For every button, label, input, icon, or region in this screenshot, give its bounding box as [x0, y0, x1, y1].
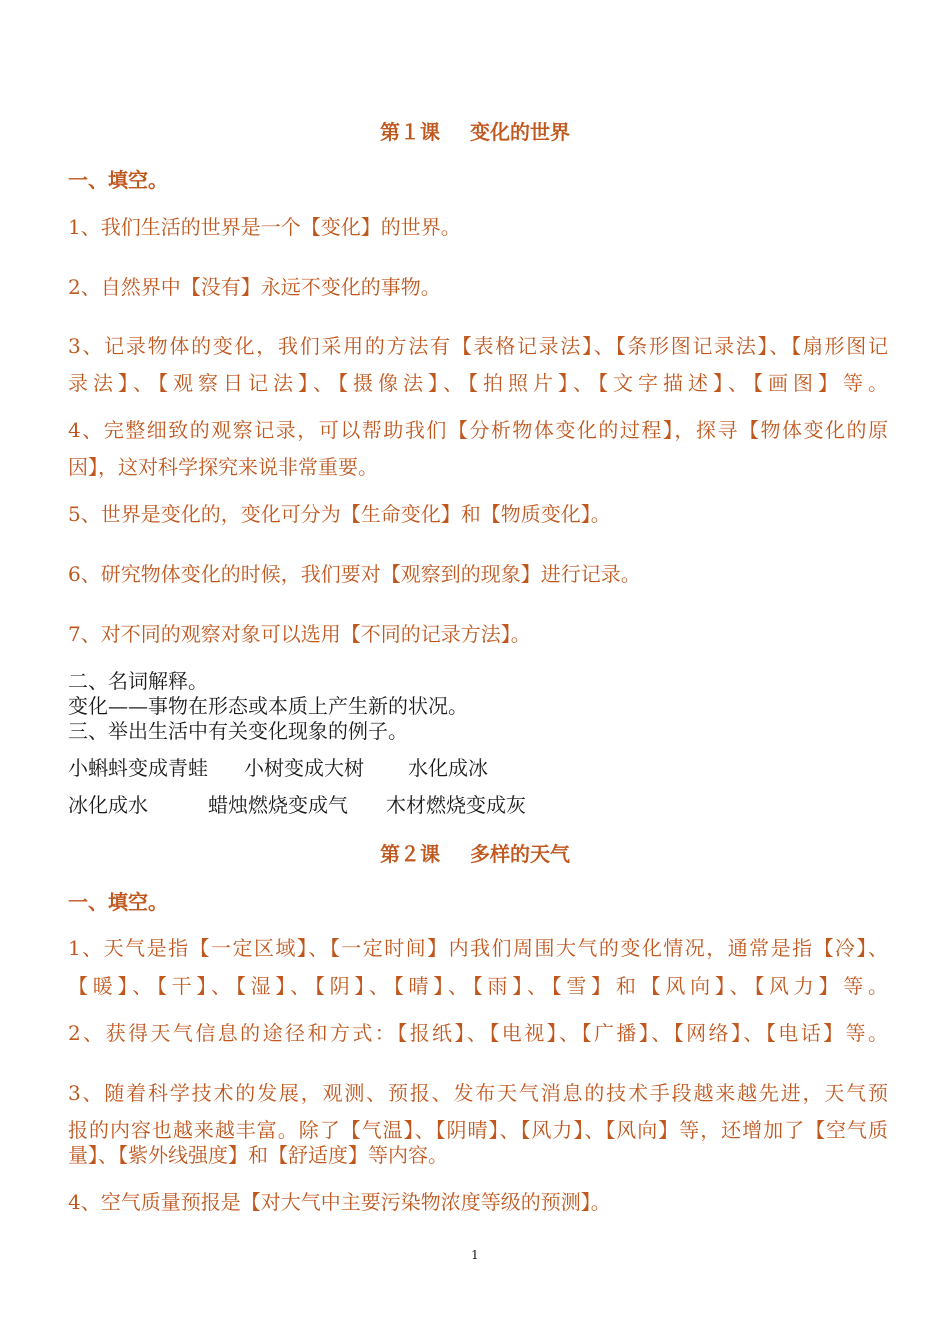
lesson2-title-name: 多样的天气 — [470, 842, 570, 866]
lesson1-question-1: 1、我们生活的世界是一个【变化】的世界。 — [68, 215, 461, 239]
example-item: 小树变成大树 — [244, 756, 364, 780]
lesson2-question-2: 2、获得天气信息的途径和方式：【报纸】、【电视】、【广播】、【网络】、【电话】等。 — [68, 1021, 888, 1045]
lesson2-title — [0, 842, 950, 866]
lesson2-question-3-line-3: 量】、【紫外线强度】和【舒适度】等内容。 — [68, 1143, 448, 1167]
lesson1-title — [0, 120, 950, 144]
lesson2-section-fill-blank: 一、填空。 — [68, 890, 168, 914]
lesson1-question-4-line-1: 4、完整细致的观察记录，可以帮助我们【分析物体变化的过程】，探寻【物体变化的原 — [68, 418, 888, 442]
lesson1-section-fill-blank: 一、填空。 — [68, 168, 168, 192]
lesson2-question-1-line-2: 【暖】、【干】、【湿】、【阴】、【晴】、【雨】、【雪】和【风向】、【风力】等。 — [68, 974, 888, 998]
lesson2-title-number: 第２课 — [380, 842, 440, 866]
lesson1-question-4-line-2: 因】，这对科学探究来说非常重要。 — [68, 455, 378, 479]
page-number: 1 — [471, 1248, 479, 1262]
lesson1-examples-row-1 — [68, 756, 888, 780]
lesson1-question-3-line-2: 录法】、【观察日记法】、【摄像法】、【拍照片】、【文字描述】、【画图】等。 — [68, 371, 888, 395]
lesson1-definition-text: 变化——事物在形态或本质上产生新的状况。 — [68, 694, 468, 718]
lesson1-title-name: 变化的世界 — [470, 120, 570, 144]
lesson1-title-number: 第１课 — [380, 120, 440, 144]
lesson2-question-3-line-1: 3、随着科学技术的发展，观测、预报、发布天气消息的技术手段越来越先进，天气预 — [68, 1081, 888, 1105]
lesson1-question-2: 2、自然界中【没有】永远不变化的事物。 — [68, 275, 441, 299]
lesson1-examples-row-2 — [68, 793, 888, 817]
example-item: 小蝌蚪变成青蛙 — [68, 756, 208, 780]
example-item: 蜡烛燃烧变成气 — [208, 793, 348, 817]
lesson1-section-definition: 二、名词解释。 — [68, 669, 208, 693]
lesson2-question-4: 4、空气质量预报是【对大气中主要污染物浓度等级的预测】。 — [68, 1190, 611, 1214]
lesson1-question-3-line-1: 3、记录物体的变化，我们采用的方法有【表格记录法】、【条形图记录法】、【扇形图记 — [68, 334, 888, 358]
example-item: 水化成冰 — [408, 756, 488, 780]
example-item: 木材燃烧变成灰 — [386, 793, 526, 817]
lesson1-section-examples: 三、举出生活中有关变化现象的例子。 — [68, 719, 408, 743]
lesson1-question-5: 5、世界是变化的，变化可分为【生命变化】和【物质变化】。 — [68, 502, 611, 526]
lesson1-question-7: 7、对不同的观察对象可以选用【不同的记录方法】。 — [68, 622, 531, 646]
example-item: 冰化成水 — [68, 793, 148, 817]
lesson2-question-3-line-2: 报的内容也越来越丰富。除了【气温】、【阴晴】、【风力】、【风向】等，还增加了【空气质 — [68, 1118, 888, 1142]
lesson1-question-6: 6、研究物体变化的时候，我们要对【观察到的现象】进行记录。 — [68, 562, 641, 586]
lesson2-question-1-line-1: 1、天气是指【一定区域】、【一定时间】内我们周围大气的变化情况，通常是指【冷】、 — [68, 936, 888, 960]
